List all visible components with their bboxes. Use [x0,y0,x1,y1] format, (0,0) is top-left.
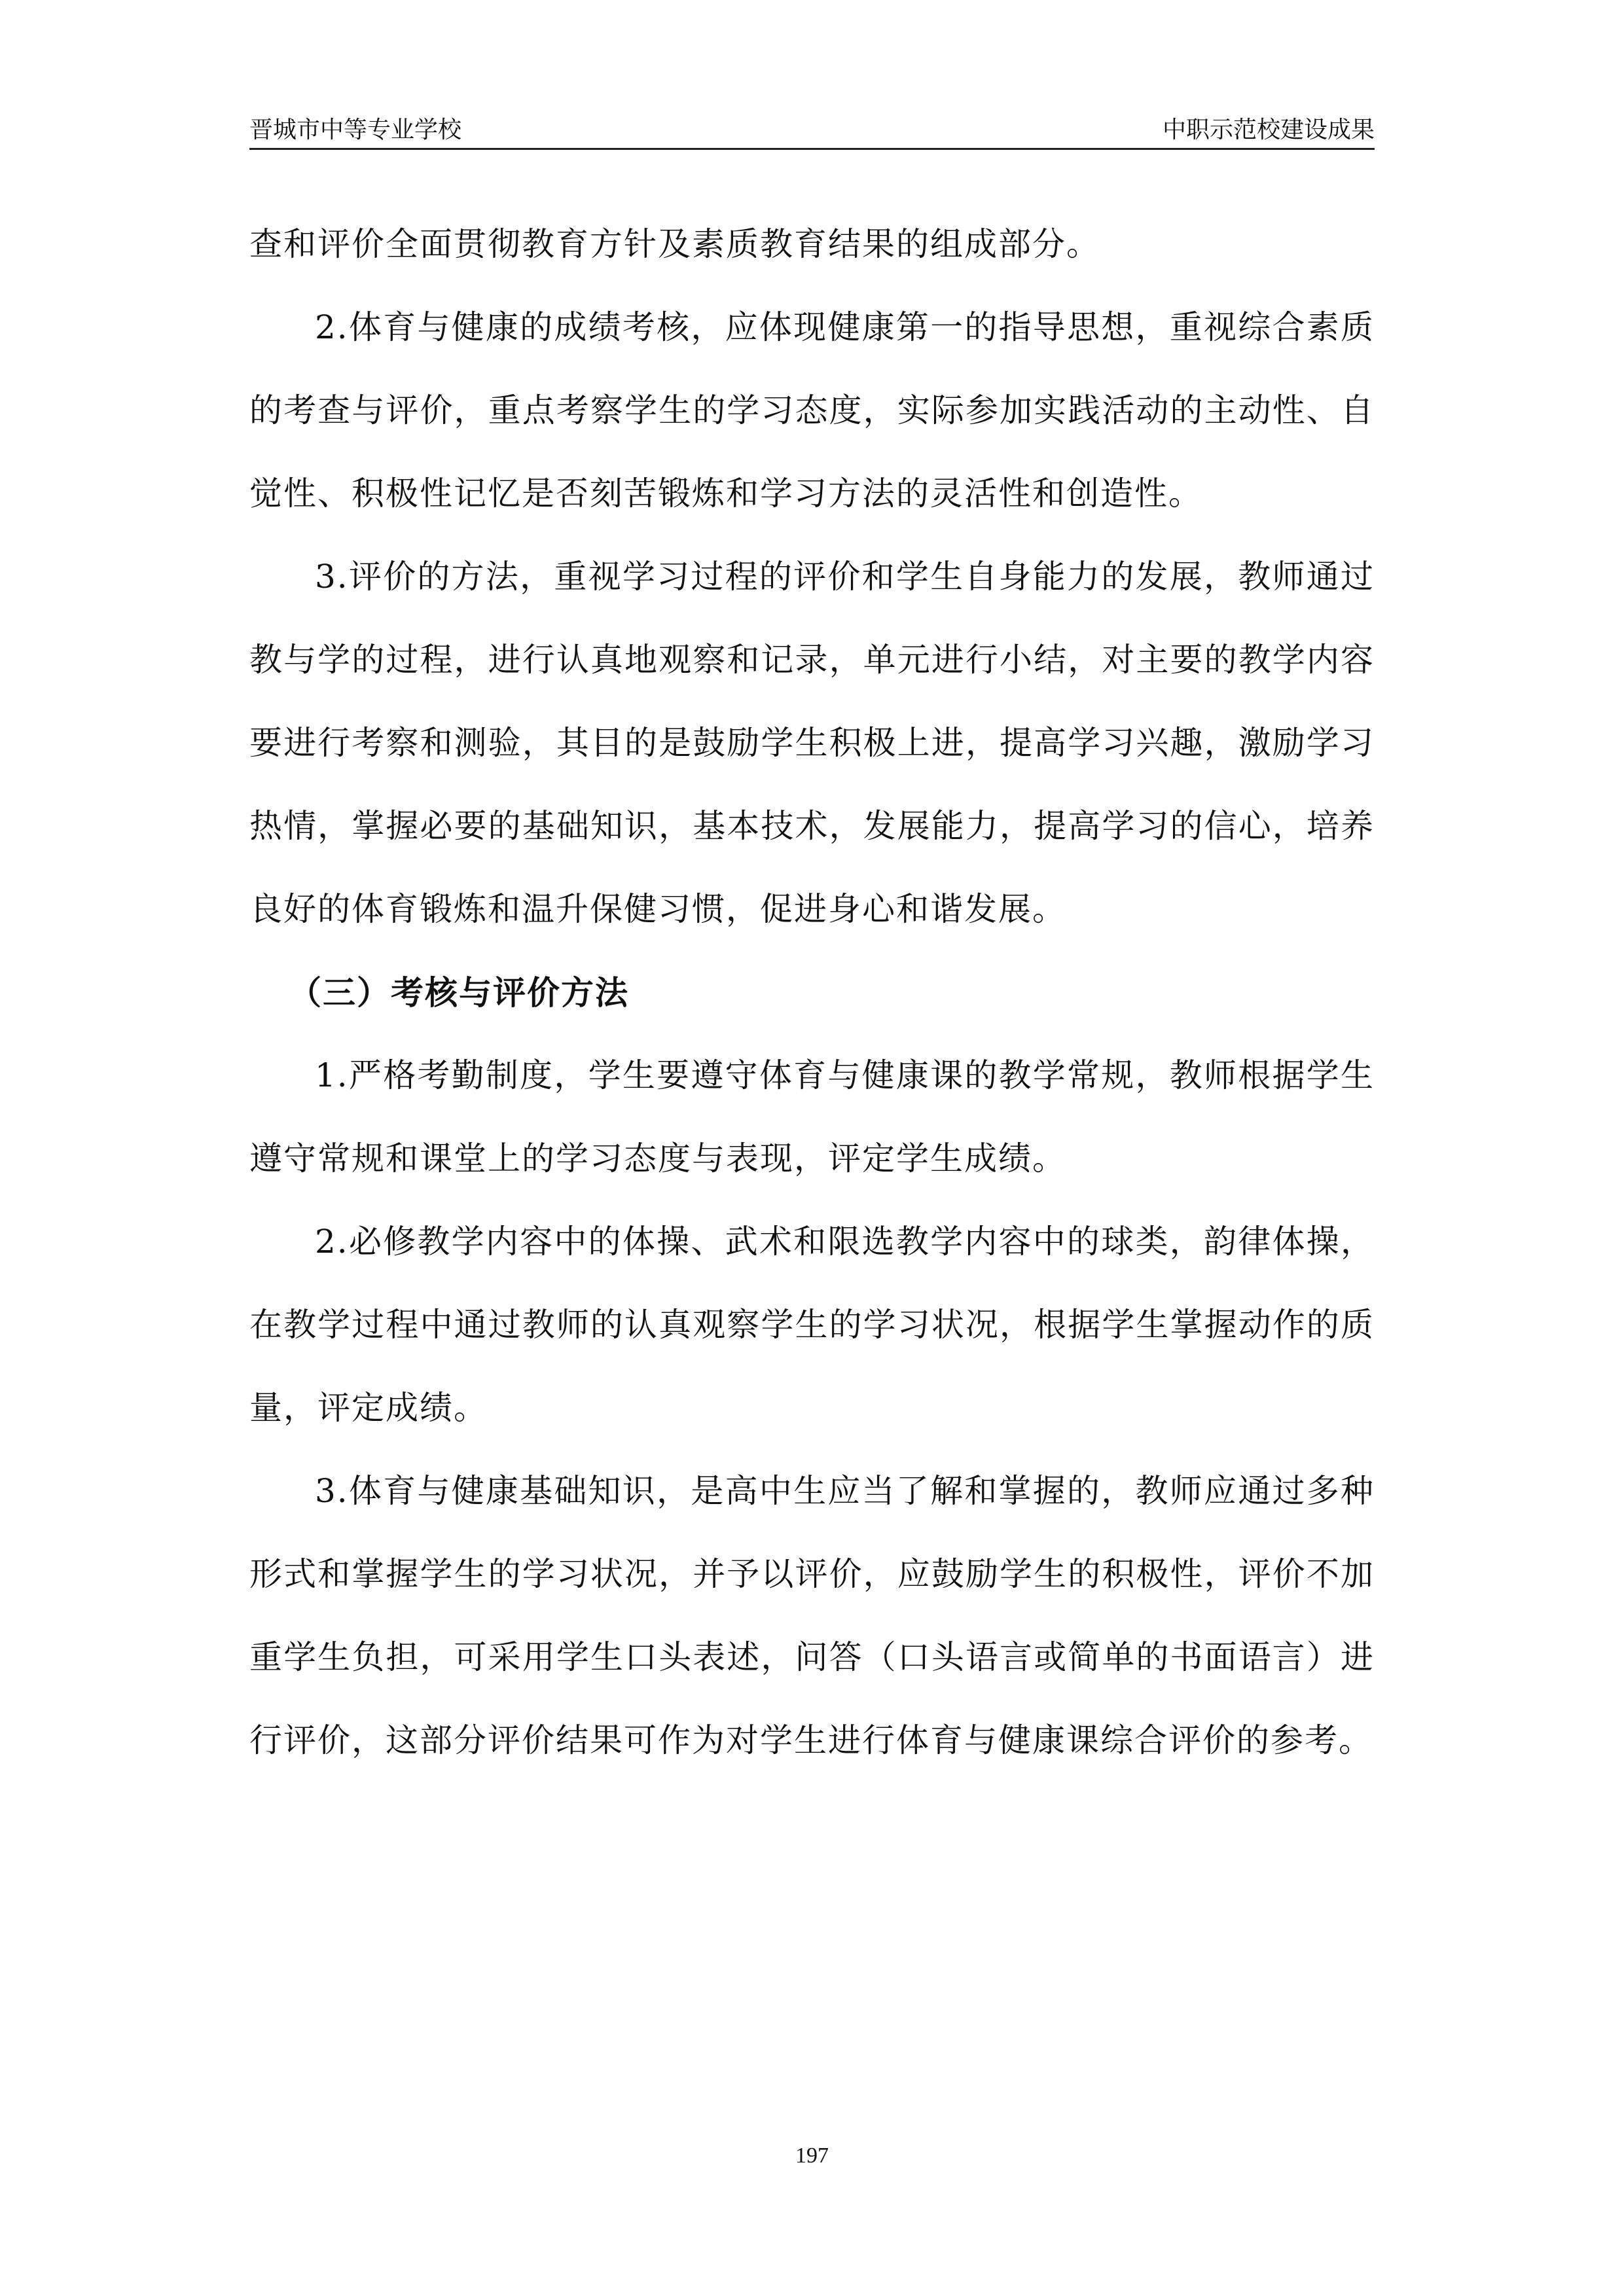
paragraph-method-2: 2.必修教学内容中的体操、武术和限选教学内容中的球类，韵律体操，在教学过程中通过教师的认真观察学生的学习状况，根据学生掌握动作的质量，评定成绩。 [249,1223,1375,1427]
page-number: 197 [795,2144,829,2168]
document-body [249,203,1375,1782]
paragraph-method-1: 1.严格考勤制度，学生要遵守体育与健康课的教学常规，教师根据学生遵守常规和课堂上的学习态度与表现，评定学生成绩。 [249,1056,1375,1177]
page-header [249,111,1375,150]
header-document-title: 中职示范校建设成果 [1162,117,1375,143]
header-school-name: 晋城市中等专业学校 [249,117,462,143]
paragraph-item-3: 3.评价的方法，重视学习过程的评价和学生自身能力的发展，教师通过教与学的过程，进行认真地观察和记录，单元进行小结，对主要的教学内容要进行考察和测验，其目的是鼓励学生积极上进，提高学习兴趣，激励学习热情，掌握必要的基础知识，基本技术，发展能力，提高学习的信心，培养良好的体育锻炼和温升保健习惯，促进身心和谐发展。 [249,558,1375,928]
paragraph-method-3: 3.体育与健康基础知识，是高中生应当了解和掌握的，教师应通过多种形式和掌握学生的学习状况，并予以评价，应鼓励学生的积极性，评价不加重学生负担，可采用学生口头表述，问答（口头语言或简单的书面语言）进行评价，这部分评价结果可作为对学生进行体育与健康课综合评价的参考。 [249,1472,1375,1759]
paragraph-continuation: 查和评价全面贯彻教育方针及素质教育结果的组成部分。 [249,225,1100,263]
section-heading: （三）考核与评价方法 [289,973,629,1012]
paragraph-item-2: 2.体育与健康的成绩考核，应体现健康第一的指导思想，重视综合素质的考查与评价，重点考察学生的学习态度，实际参加实践活动的主动性、自觉性、积极性记忆是否刻苦锻炼和学习方法的灵活性和创造性。 [249,308,1375,512]
